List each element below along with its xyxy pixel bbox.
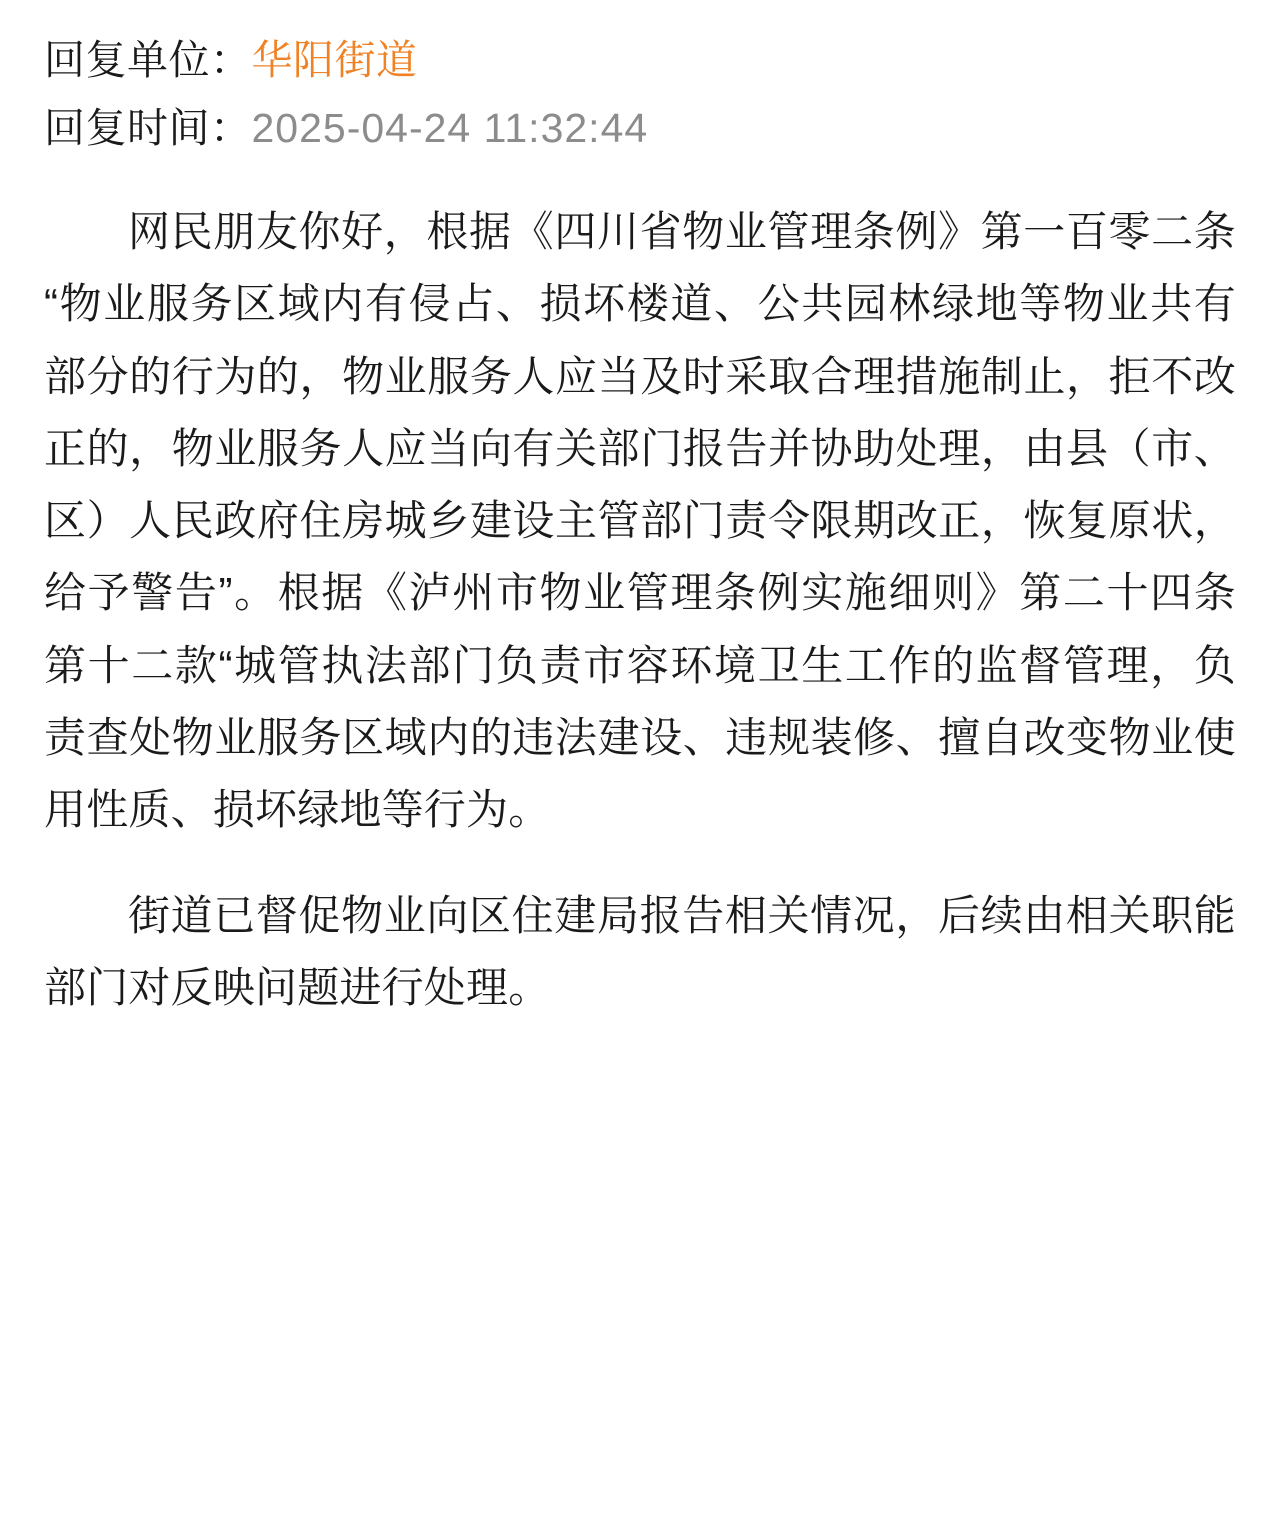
reply-unit-value: 华阳街道 (251, 37, 418, 83)
reply-paragraph-1: 网民朋友你好，根据《四川省物业管理条例》第一百零二条“物业服务区域内有侵占、损坏楼道、公共园林绿地等物业共有部分的行为的，物业服务人应当及时采取合理措施制止，拒不改正的，物业服务人应当向有关部门报告并协助处理，由县（市、区）人民政府住房城乡建设主管部门责令限期改正，恢复原状，给予警告”。根据《泸州市物业管理条例实施细则》第二十四条第十二款“城管执法部门负责市容环境卫生工作的监督管理，负责查处物业服务区域内的违法建设、违规装修、擅自改变物业使用性质、损坏绿地等行为。 (44, 208, 1236, 833)
reply-paragraph-2: 街道已督促物业向区住建局报告相关情况，后续由相关职能部门对反映问题进行处理。 (44, 892, 1236, 1012)
reply-body (44, 196, 1236, 1025)
reply-time-label: 回复时间： (44, 105, 252, 152)
reply-time-value: 2025-04-24 11:32:44 (251, 105, 649, 152)
reply-unit-row (44, 26, 1236, 94)
reply-time-row (44, 94, 1236, 162)
reply-unit-label: 回复单位： (44, 37, 252, 83)
